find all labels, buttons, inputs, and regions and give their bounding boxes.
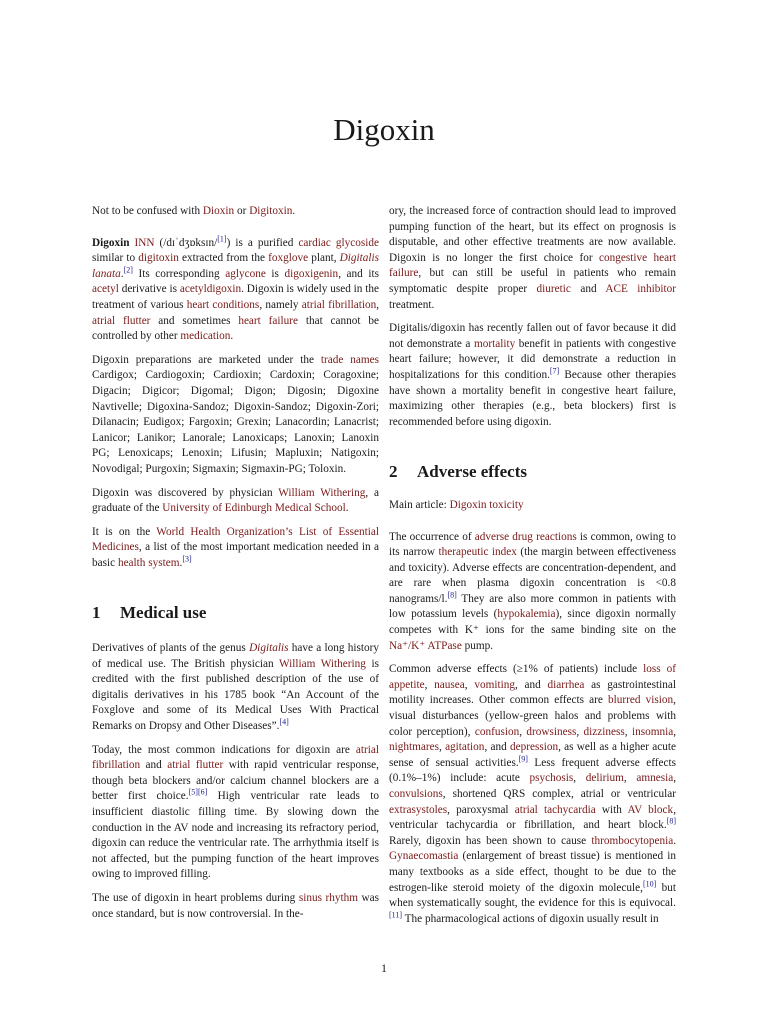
link-nausea[interactable]: nausea [434, 678, 465, 691]
text: , as well as a higher acute sense of sensual activities. [389, 741, 677, 769]
ref-5-6[interactable]: [5][6] [188, 787, 208, 797]
page-number: 1 [381, 961, 387, 975]
text: Less frequent adverse effects (0.1%–1%) include: acute [389, 756, 677, 785]
text: that cannot be controlled by other [92, 314, 379, 343]
link-digitalis[interactable]: Digitalis [249, 642, 289, 655]
link-diarrhea[interactable]: diarrhea [547, 678, 585, 691]
link-delirium[interactable]: delirium [585, 772, 624, 785]
link-vomiting[interactable]: vomiting [474, 678, 515, 691]
link-gynaecomastia[interactable]: Gynaecomastia [389, 850, 459, 863]
text: The occurrence of [389, 530, 475, 543]
text: have a long history of medical use. The British physician [92, 642, 379, 670]
text: Digitalis/digoxin has recently fallen out of favor because it did not demonstrate a [389, 322, 676, 350]
link-therapeutic-index[interactable]: therapeutic index [438, 546, 517, 559]
section-heading-adverse-effects [389, 464, 676, 480]
section-title: Adverse effects [417, 462, 527, 482]
ref-11[interactable]: [11] [389, 910, 403, 919]
link-congestive-heart-failure[interactable]: congestive heart failure [389, 251, 677, 280]
link-blurred-vision[interactable]: blurred vision [608, 694, 674, 707]
link-health-system[interactable]: health system [117, 556, 180, 569]
text: , [673, 725, 676, 738]
text: , but can still be useful in patients who remain symptomatic despite proper [389, 267, 676, 295]
text: Common adverse effects (≥1% of patients) include [389, 663, 644, 676]
link-aglycone[interactable]: aglycone [225, 267, 266, 280]
text: . [230, 330, 234, 343]
text: (the margin between effectiveness and toxicity). Adverse effects are concentration-dependent, and are rare when plasma digoxin concentration is <0.8 nanograms/l. [389, 546, 676, 605]
link-acetyl[interactable]: acetyl [92, 283, 119, 296]
left-column [92, 204, 379, 930]
link-extrasystoles[interactable]: extrasystoles [389, 803, 448, 816]
link-dizziness[interactable]: dizziness [583, 725, 625, 738]
link-na-k-atpase[interactable]: Na⁺/K⁺ ATPase [389, 639, 462, 652]
text: , ventricular tachycardia or fibrillation, and heart block. [389, 803, 676, 832]
text: Today, the most common indications for digoxin are [92, 743, 356, 756]
text: , [576, 725, 584, 738]
text: and [140, 759, 168, 772]
link-digitoxin[interactable]: Digitoxin [249, 205, 293, 217]
link-heart-conditions[interactable]: heart conditions [186, 298, 260, 311]
text: , and its [338, 267, 379, 280]
occurrence-paragraph [389, 530, 676, 655]
link-dioxin[interactable]: Dioxin [202, 205, 235, 217]
text: . [292, 205, 296, 217]
hatnote [92, 204, 379, 220]
today-paragraph [92, 743, 379, 883]
right-column [389, 204, 676, 935]
intro-paragraph [92, 233, 380, 345]
link-trade-names[interactable]: trade names [320, 353, 379, 366]
text: benefit in patients with congestive heart failure; however, it did demonstrate a reduction in hospitalizations for this condition. [389, 337, 676, 381]
link-insomnia[interactable]: insomnia [631, 725, 674, 738]
link-atrial-fibrillation[interactable]: atrial fibrillation [301, 298, 377, 311]
link-loss-of-appetite[interactable]: loss of appetite [389, 663, 676, 691]
section-title: Medical use [120, 603, 207, 623]
link-adverse-drug-reactions[interactable]: adverse drug reactions [474, 530, 577, 543]
text: is common, owing to its narrow [389, 530, 676, 559]
link-medication[interactable]: medication [180, 330, 231, 343]
text: High ventricular rate leads to insufficient diastolic filling time. By slowing down the conduction in the AV node and increasing its refractory period, digoxin can reduce the ventricular rate. The arrhythmia itself is not affected, but the pumping function of the heart improves owing to improved filling. [92, 790, 379, 881]
text: or [234, 205, 250, 217]
link-digitalis-lanata[interactable]: Digitalis lanata [92, 252, 379, 280]
link-foxglove[interactable]: foxglove [268, 252, 309, 265]
ref-8[interactable]: [8] [447, 590, 457, 600]
text: They are also more common in patients with low potassium levels ( [389, 592, 676, 621]
text: Digoxin preparations are marketed under the [92, 353, 321, 366]
text: , [673, 772, 676, 785]
text: and sometimes [150, 314, 239, 327]
link-digoxigenin[interactable]: digoxigenin [284, 267, 339, 280]
text: . [345, 502, 349, 515]
section-number: 2 [389, 462, 398, 482]
link-amnesia[interactable]: amnesia [636, 772, 674, 785]
fallen-paragraph [389, 321, 676, 430]
link-cardiac-glycoside[interactable]: cardiac glycoside [298, 236, 380, 249]
text: . Digoxin is widely used in the treatment of various [92, 283, 379, 311]
link-digoxin-toxicity[interactable]: Digoxin toxicity [449, 498, 524, 511]
link-acetyldigoxin[interactable]: acetyldigoxin [179, 283, 242, 296]
text: , namely [259, 298, 302, 311]
link-drowsiness[interactable]: drowsiness [526, 725, 577, 738]
ref-2[interactable]: [2] [123, 265, 133, 275]
text: plant, [308, 252, 340, 265]
text: , [573, 772, 586, 785]
text: , and [514, 678, 548, 691]
text: (enlargement of breast tissue) is mentioned in many textbooks as a side effect, thought to be due to the estrogen-like steroid moiety of the digoxin molecule, [389, 850, 676, 894]
text: , and [484, 741, 510, 754]
ref-9[interactable]: [9] [518, 754, 528, 764]
link-thrombocytopenia[interactable]: thrombocytopenia [591, 834, 674, 847]
text: , [623, 772, 637, 785]
discovery-paragraph [92, 486, 379, 517]
text: It is on the [92, 525, 157, 538]
text: Cardigox; Cardiogoxin; Cardioxin; Cardoxin; Coragoxine; Digacin; Digicor; Digomal; Digon; Digosin; Digoxine Navtivelle; Digoxina-Sandoz; Digoxin-Sandoz; Digoxin-Zori; Dilanacin; Eudigox; Fargoxin; Grexin; Lanacordin; Lanacrist; Lanicor; Lanikor; Lanorale; Lanoxicaps; Lanoxin; Lanoxin PG; Lenoxicaps; Lenoxin; Lifusin; Mapluxin; Natigoxin; Novodigal; Purgoxin; Sigmaxin; Sigmaxin-PG; Toloxin. [92, 369, 379, 475]
text: , [424, 678, 435, 691]
text: , [624, 725, 632, 738]
sinus-paragraph [92, 891, 379, 922]
brands-paragraph [92, 353, 379, 478]
ref-8[interactable]: [8] [666, 816, 676, 826]
text: , [439, 741, 446, 754]
text: , visual disturbances (yellow-green halos and problems with color perception), [389, 694, 676, 738]
text: , [519, 725, 527, 738]
text: with rapid ventricular response, though beta blockers and/or calcium channel blockers are a better first choice. [92, 759, 379, 803]
ref-3[interactable]: [3] [182, 554, 192, 564]
text: The pharmacological actions of digoxin usually result in [402, 912, 659, 925]
text: derivative is [118, 283, 180, 296]
text: , paroxysmal [447, 803, 515, 816]
link-diuretic[interactable]: diuretic [536, 282, 571, 295]
text: ory, the increased force of contraction should lead to improved pumping function of the heart, but its effect on prognosis is disputable, and other effective treatments are now available. Digoxin is no longer the first choice for [389, 205, 676, 264]
continuation-paragraph [389, 204, 676, 313]
text: was once standard, but is now controversial. In the- [92, 891, 379, 920]
text: Not to be confused with [92, 205, 203, 217]
text: Main article: [389, 498, 450, 511]
text: and [570, 282, 606, 295]
text: Derivatives of plants of the genus [92, 642, 250, 655]
text: . [673, 834, 676, 847]
text: , [376, 298, 380, 311]
text: as gastrointestinal motility increases. Other common effects are [389, 678, 677, 707]
link-confusion[interactable]: confusion [474, 725, 520, 738]
link-mortality[interactable]: mortality [473, 337, 516, 350]
link-atrial-fibrillation[interactable]: atrial fibrillation [92, 743, 379, 772]
common-effects-paragraph [389, 662, 676, 927]
section-number: 1 [92, 603, 101, 623]
ref-4[interactable]: [4] [279, 717, 289, 727]
link-atrial-tachycardia[interactable]: atrial tachycardia [514, 803, 596, 816]
text: treatment. [389, 298, 435, 311]
text: ), since digoxin normally competes with K⁺ ions for the same binding site on the [389, 608, 676, 637]
text: Its corresponding [132, 267, 226, 280]
main-article-note [389, 498, 676, 514]
text: (/dɪˈdʒɒksɪn/ [154, 236, 218, 249]
text: pump. [461, 639, 494, 652]
page-title: Digoxin [333, 112, 435, 147]
link-inn[interactable]: INN [134, 236, 155, 249]
link-psychosis[interactable]: psychosis [529, 772, 574, 785]
text: . [179, 556, 183, 569]
link-heart-failure[interactable]: heart failure [238, 314, 298, 327]
link-william-withering[interactable]: William Withering [278, 657, 366, 670]
text: Because other therapies have shown a mortality benefit in congestive heart failure, maximizing other therapies (e.g., beta blockers) first is recommended before using digoxin. [389, 368, 677, 428]
text: extracted from the [178, 252, 269, 265]
text: , [464, 678, 475, 691]
text: similar to [92, 252, 139, 265]
link-agitation[interactable]: agitation [445, 741, 485, 754]
text: , a list of the most important medication needed in a basic [92, 541, 379, 569]
who-paragraph [92, 525, 379, 572]
lead-term: Digoxin [92, 236, 130, 249]
link-who-list[interactable]: World Health Organization’s List of Essential Medicines [92, 525, 380, 554]
ref-7[interactable]: [7] [549, 366, 560, 376]
section-heading-medical-use [92, 605, 379, 621]
link-nightmares[interactable]: nightmares [389, 741, 439, 754]
link-sinus-rhythm[interactable]: sinus rhythm [298, 891, 358, 904]
ref-10[interactable]: [10] [642, 878, 657, 888]
link-depression[interactable]: depression [510, 741, 559, 754]
text: . [120, 267, 124, 280]
link-atrial-flutter[interactable]: atrial flutter [92, 314, 151, 327]
text: , a graduate of the [92, 486, 380, 515]
text: is credited with the first published description of the use of digitalis derivatives in his 1785 book “An Account of the Foxglove and some of its Medical Uses With Practical Remarks on Dropsy and Other Diseases”. [92, 657, 379, 733]
text: with [595, 803, 628, 816]
link-edinburgh[interactable]: University of Edinburgh Medical School [162, 502, 346, 515]
text: ) is a purified [226, 236, 299, 249]
history-paragraph [92, 641, 379, 735]
link-hypokalemia[interactable]: hypokalemia [497, 608, 556, 621]
text: , shortened QRS complex, atrial or ventricular [442, 788, 676, 800]
link-william-withering[interactable]: William Withering [278, 486, 366, 499]
link-digitoxin[interactable]: digitoxin [138, 252, 179, 265]
link-ace-inhibitor[interactable]: ACE inhibitor [605, 282, 676, 295]
ref-1[interactable]: [1] [217, 233, 227, 243]
text: Rarely, digoxin has been shown to cause [389, 834, 592, 847]
text: Digoxin was discovered by physician [92, 486, 279, 499]
text: but when systematically sought, the evidence for this is equivocal. [389, 881, 676, 910]
link-av-block[interactable]: AV block [627, 803, 674, 816]
link-atrial-flutter[interactable]: atrial flutter [167, 759, 224, 772]
text: The use of digoxin in heart problems during [92, 891, 299, 904]
link-convulsions[interactable]: convulsions [389, 788, 443, 800]
text: is [265, 267, 285, 280]
